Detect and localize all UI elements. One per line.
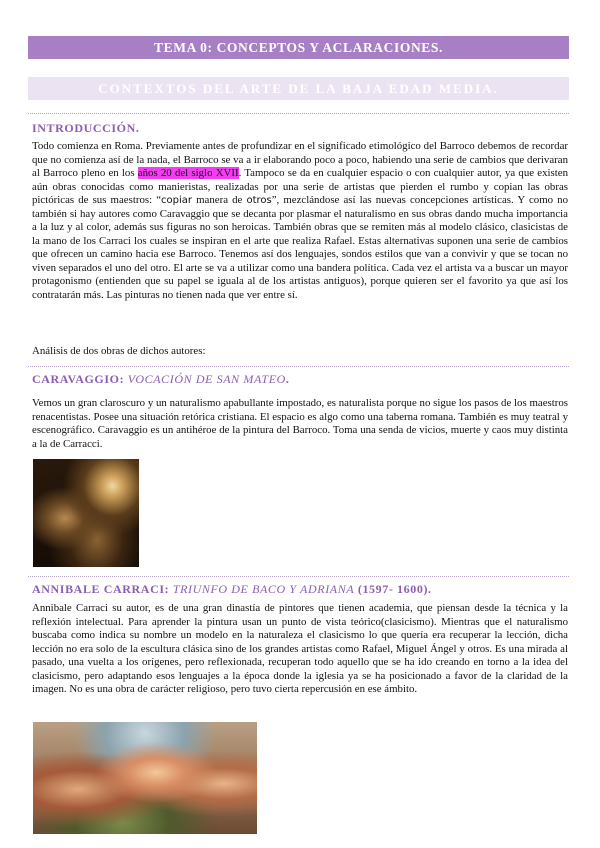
heading-end: . <box>285 372 290 386</box>
carraci-heading <box>32 582 432 597</box>
intro-heading: INTRODUCCIÓN. <box>32 121 140 135</box>
intro-text-part: Todo comienza en Roma. Previamente antes de profundizar en el significado etimológico del Barroco debemos de recordar que no comienza así de la nada, el Barroco se va a ir elaborando poco a poco, habiendo una serie de cambios que derivaran al Barroco pleno en los <box>32 140 568 179</box>
divider <box>28 366 569 367</box>
divider <box>28 576 569 577</box>
quoted-word: otros <box>246 195 272 206</box>
quoted-word: copiar <box>161 195 193 206</box>
caravaggio-heading <box>32 372 290 387</box>
intro-text-part: . Tampoco se da en cualquier espacio o con cualquier autor, ya que existen aún obras conocidas como manieristas, realizadas por una serie de artistas que pierden el rumbo y copian las obras pictóricas de sus maestros: “ <box>32 167 568 206</box>
artist-name: CARAVAGGIO: <box>32 372 128 386</box>
carraci-paragraph: Annibale Carraci su autor, es de una gran dinastía de pintores que tienen academia, que piensan desde la técnica y la reflexión intelectual. Para aprender la pintura usan un punto de vista teórico(clasicismo). Mientras que el naturalismo buscaba como indica su nombre un modelo en la naturaleza el clasicismo lo que quería era recuperar la lección, dicha lección no era solo de la escultura clásica sino de los grandes artistas como Rafael, Miguel Ángel y otros. Es una mirada al pasado, una vuelta a los orígenes, pero reflexionada, recuperan todo aquello que se ha ido creando en torno a la idea del clasicismo, pero adaptando esos lenguajes a la época donde la iglesia ya se ha posicionado a favor de la claridad de la imagen. No es una obra de carácter religioso, pero tuvo cierta repercusión en ese ámbito. <box>32 602 568 695</box>
document-title: TEMA 0: CONCEPTOS Y ACLARACIONES. <box>28 36 569 59</box>
heading-end: (1597- 1600). <box>354 582 432 596</box>
carraci-painting-image <box>33 722 257 834</box>
artist-name: ANNIBALE CARRACI: <box>32 582 173 596</box>
intro-text-part: ”, mezclándose así las nuevas concepciones artísticas. Y como no también si hay autores como Caravaggio que se decanta por plasmar el naturalismo en sus obras dando mucha importancia a la luz y al color, además sus figuras no son heroicas. También obras que se remiten más al modelo clásico, clasicistas de la mano de los Carraci los cuales se inspiran en el arte que realiza Rafael. Estas alternativas suponen una serie de cambios que ofrecen un camino hacia ese Barroco. Tenemos así dos lenguajes, sondos estilos que van a convivir y que se tocan no viven separados el uno del otro. El arte se va a utilizar como una bandera política. Cada vez el artista va a buscar un mayor protagonismo (entienden que su papel se iguala al de los artistas antiguos), porque quieren ser el favorito ya que así los contratarán más. Las pinturas no tienen nada que ver entre sí. <box>32 194 568 301</box>
work-title: VOCACIÓN DE SAN MATEO <box>127 372 286 386</box>
highlighted-text: años 20 del siglo XVII <box>137 167 239 179</box>
caravaggio-paragraph: Vemos un gran claroscuro y un naturalismo apabullante impostado, es naturalista porque no sigue los pasos de los maestros renacentistas. Posee una situación retórica cristiana. El espacio es algo como una taberna romana. También es muy teatral y escenográfico. Caravaggio es un antihéroe de la pintura del Barroco. Toma una senda de vicios, muerte y caos muy distinta a la de Carracci. <box>32 397 568 450</box>
caravaggio-painting-image <box>33 459 139 567</box>
work-title: TRIUNFO DE BACO Y ADRIANA <box>172 582 355 596</box>
divider <box>28 113 569 114</box>
document-subtitle: CONTEXTOS DEL ARTE DE LA BAJA EDAD MEDIA. <box>28 77 569 100</box>
intro-text-part: manera de <box>192 194 247 206</box>
intro-paragraph <box>32 140 568 302</box>
analysis-intro: Análisis de dos obras de dichos autores: <box>32 345 206 357</box>
